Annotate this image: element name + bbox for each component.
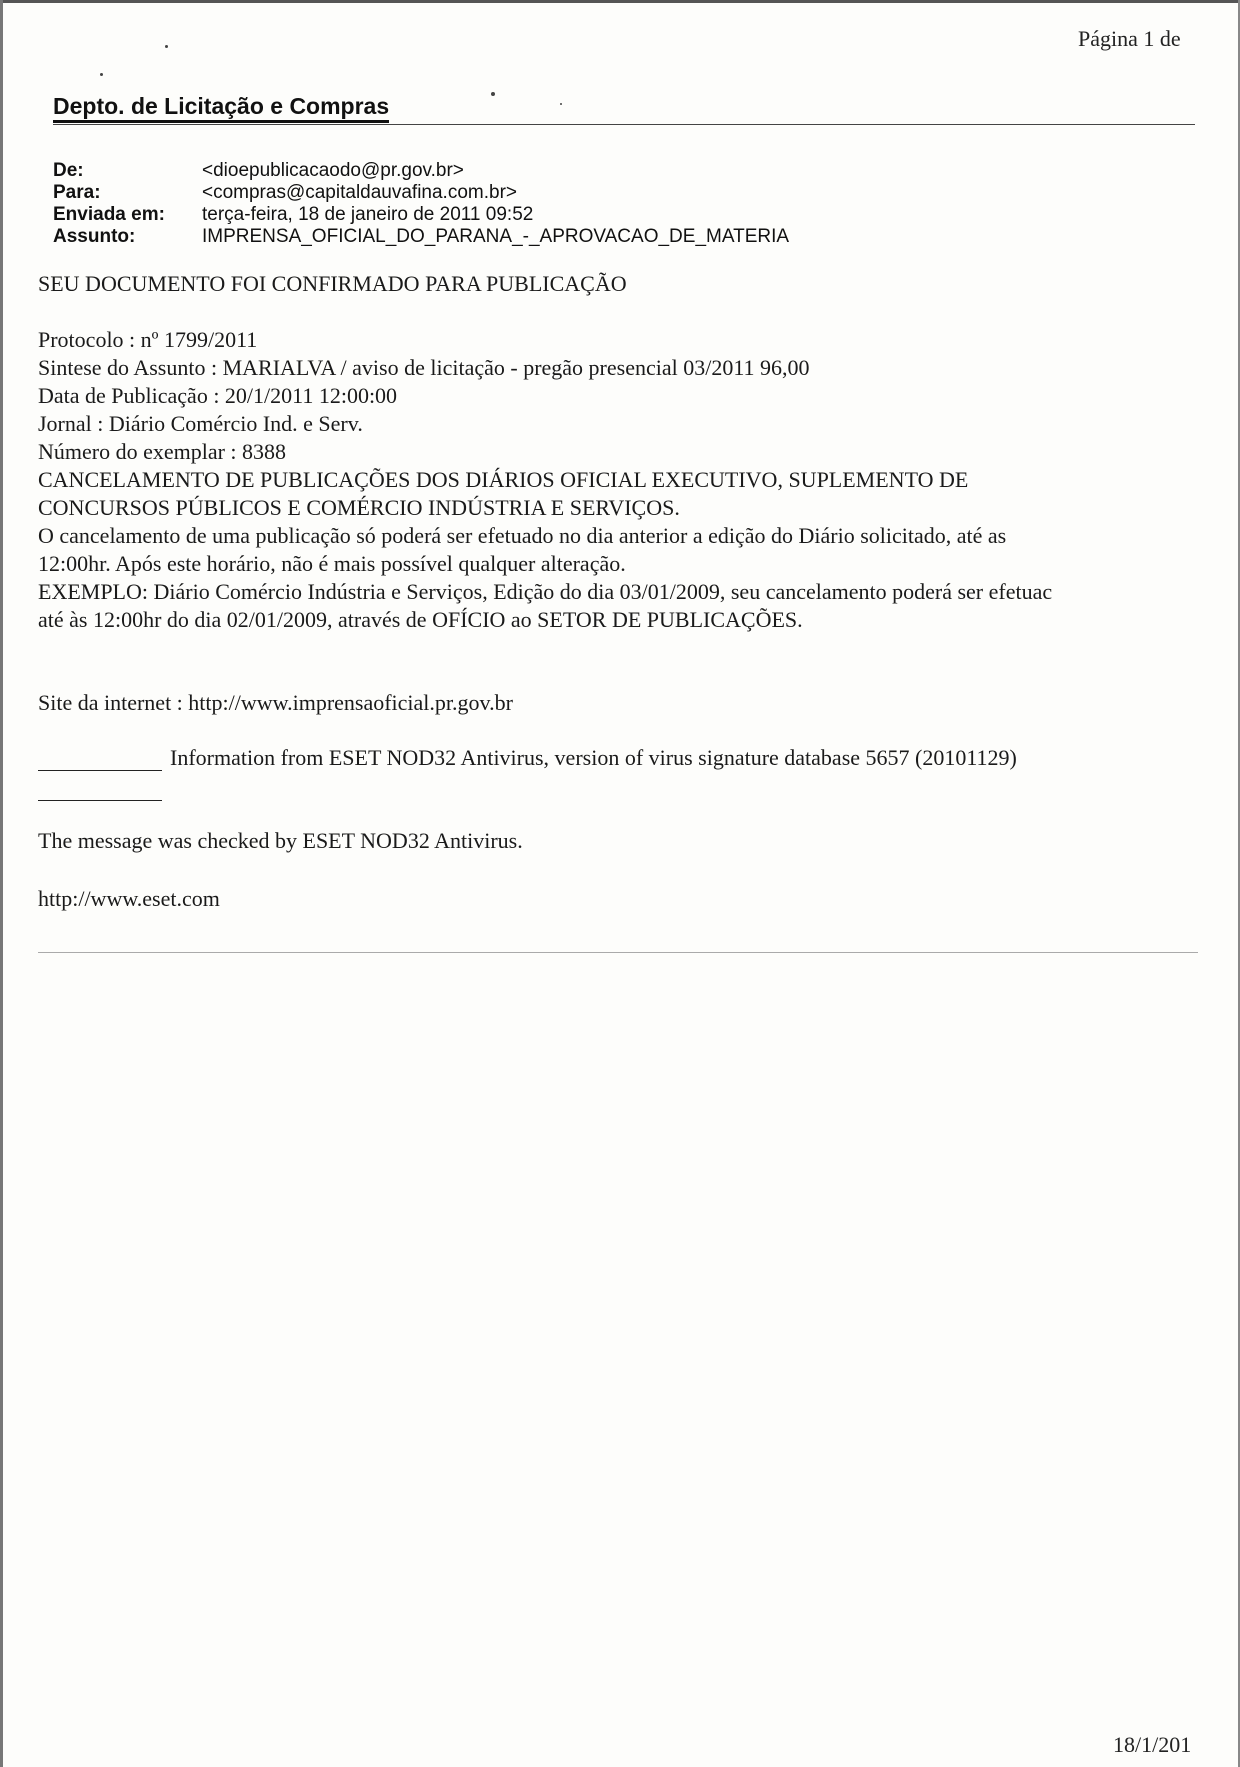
example-line1: EXEMPLO: Diário Comércio Indústria e Serviços, Edição do dia 03/01/2009, seu cancelamento poderá ser efetuac (38, 579, 1053, 604)
cancelamento-heading-line2: CONCURSOS PÚBLICOS E COMÉRCIO INDÚSTRIA E SERVIÇOS. (38, 495, 680, 520)
cancelamento-heading-line1: CANCELAMENTO DE PUBLICAÇÕES DOS DIÁRIOS OFICIAL EXECUTIVO, SUPLEMENTO DE (38, 467, 969, 492)
footer-date: 18/1/201 (1113, 1732, 1192, 1757)
numero-exemplar-text: Número do exemplar : 8388 (38, 439, 287, 464)
to-row (53, 182, 789, 204)
underscore-rule (38, 744, 162, 771)
email-body (38, 270, 1198, 634)
eset-url-text: http://www.eset.com (38, 886, 220, 911)
sintese-text: Sintese do Assunto : MARIALVA / aviso de licitação - pregão presencial 03/2011 96,00 (38, 355, 810, 380)
scan-edge-left (0, 0, 3, 1767)
subject-value: IMPRENSA_OFICIAL_DO_PARANA_-_APROVACAO_DE_MATERIA (202, 226, 790, 247)
sent-row (53, 204, 789, 226)
subject-label: Assunto: (53, 226, 136, 247)
scan-speck (560, 103, 562, 105)
subject-row (53, 226, 789, 248)
to-value: <compras@capitaldauvafina.com.br> (202, 182, 518, 203)
from-label: De: (53, 160, 84, 181)
example-line2: até às 12:00hr do dia 02/01/2009, através de OFÍCIO ao SETOR DE PUBLICAÇÕES. (38, 607, 803, 632)
email-header (53, 160, 789, 248)
sent-value: terça-feira, 18 de janeiro de 2011 09:52 (202, 204, 534, 225)
scan-speck (165, 45, 168, 48)
jornal-text: Jornal : Diário Comércio Ind. e Serv. (38, 411, 363, 436)
from-value: <dioepublicacaodo@pr.gov.br> (202, 160, 464, 181)
from-row (53, 160, 789, 182)
scan-edge-top (0, 0, 1240, 3)
sent-label: Enviada em: (53, 204, 165, 225)
protocolo-text: Protocolo : nº 1799/2011 (38, 327, 258, 352)
page-number: Página 1 de (1078, 26, 1181, 51)
site-text: Site da internet : http://www.imprensaoficial.pr.gov.br (38, 690, 513, 715)
footer-divider (38, 952, 1198, 953)
scan-speck (100, 73, 103, 76)
scan-speck (491, 92, 495, 96)
confirmation-text: SEU DOCUMENTO FOI CONFIRMADO PARA PUBLICAÇÃO (38, 271, 627, 296)
data-publicacao-text: Data de Publicação : 20/1/2011 12:00:00 (38, 383, 398, 408)
underscore-rule-2 (38, 800, 162, 801)
to-label: Para: (53, 182, 101, 203)
department-title: Depto. de Licitação e Compras (53, 93, 389, 123)
title-divider (53, 124, 1195, 125)
eset-info-line (38, 744, 1017, 771)
cancelamento-rule-line1: O cancelamento de uma publicação só poderá ser efetuado no dia anterior a edição do Diário solicitado, até as (38, 523, 1007, 548)
cancelamento-rule-line2: 12:00hr. Após este horário, não é mais possível qualquer alteração. (38, 551, 626, 576)
eset-info-text: Information from ESET NOD32 Antivirus, version of virus signature database 5657 (20101129) (170, 745, 1017, 770)
eset-checked-text: The message was checked by ESET NOD32 Antivirus. (38, 828, 523, 853)
